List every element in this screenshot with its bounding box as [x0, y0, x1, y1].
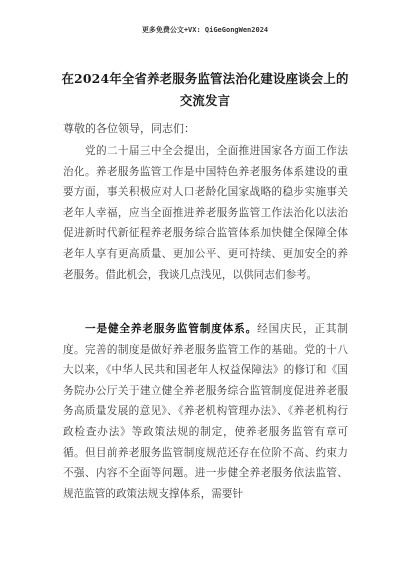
paragraph-intro: 党的二十届三中全会提出，全面推进国家各方面工作法治化。养老服务监管工作是中国特色养老服务体系建设的重要方面，事关积极应对人口老龄化国家战略的稳步实施事关老年人幸福，应当全面推进养老服务监管工作法治化以法治促进新时代新征程养老服务综合监管体系加快健全保障全体老年人享有更高质量、更加公平、更可持续、更加安全的养老服务。借此机会，我谈几点浅见，以供同志们参考。 — [63, 145, 348, 281]
section-heading: 一是健全养老服务监管制度体系。 — [85, 323, 258, 335]
paragraph-section-one — [63, 319, 348, 504]
document-title: 在2024年全省养老服务监管法治化建设座谈会上的交流发言 — [61, 71, 349, 108]
section-body: 经国庆民，正其制度。完善的制度是做好养老服务监管工作的基础。党的十八大以来，《中华人民共和国老年人权益保障法》的修订和《国务院办公厅关于建立健全养老服务综合监管制度促进养老服务高质量发展的意见》、《养老机构管理办法》、《养老机构行政检查办法》等政策法规的制定，使养老服务监管有章可循。但目前养老服务监管制度规范还存在位阶不高、约束力不强、内容不全面等问题。进一步健全养老服务依法监管、规范监管的政策法规支撑体系，需要针 — [63, 323, 348, 500]
salutation: 尊敬的各位领导，同志们： — [63, 122, 195, 135]
header-note: 更多免费公文+VX: QiGeGongWen2024 — [141, 26, 269, 34]
